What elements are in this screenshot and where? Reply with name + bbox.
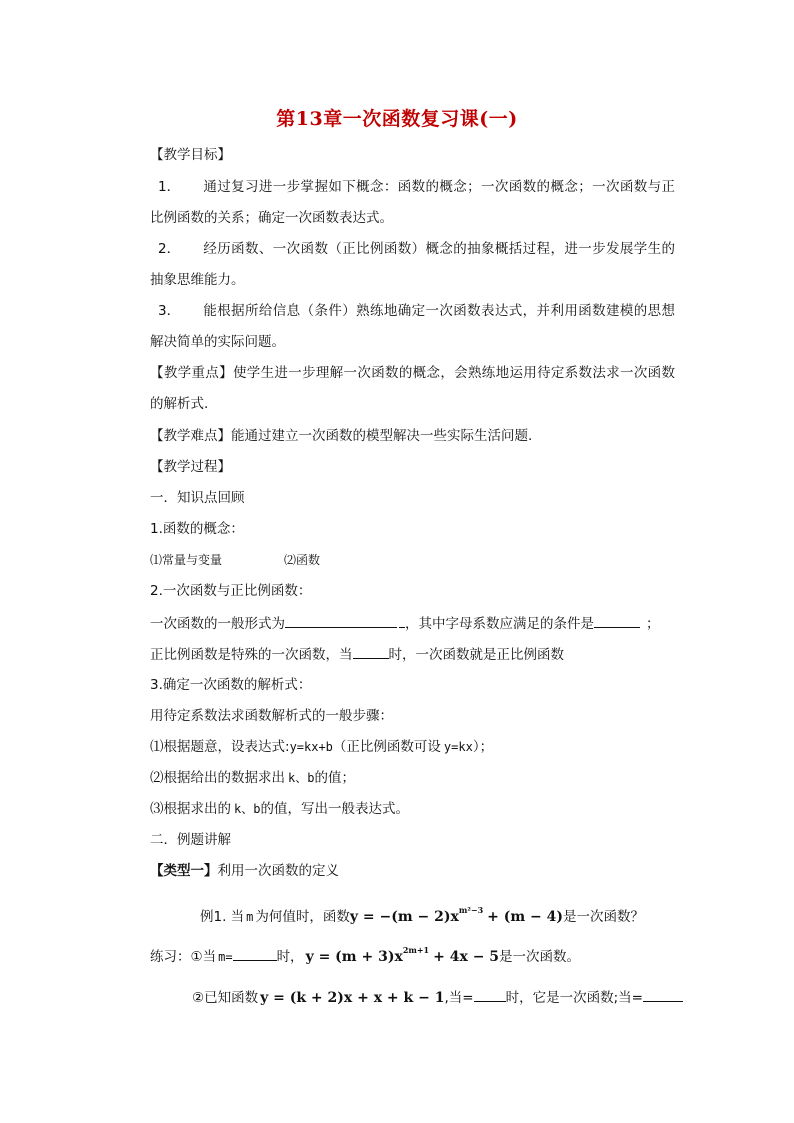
goal-number: 3． <box>158 303 181 319</box>
fill-blank-general-form[interactable] <box>285 613 397 628</box>
difficulty-label: 【教学难点】 <box>150 428 231 444</box>
text-segment: ②已知函数 <box>192 990 259 1006</box>
section-1-heading: 一．知识点回顾 <box>150 490 245 506</box>
type-1-label: 【类型一】 <box>150 863 218 879</box>
text-segment: 时，它是一次函数;当= <box>505 990 643 1006</box>
example-1 <box>200 901 644 926</box>
text-segment: ； <box>646 616 660 632</box>
formula-text: y=kx+b <box>289 740 333 754</box>
text-segment: 一次函数的一般形式为 <box>150 616 285 632</box>
goal-text: 通过复习进一步掌握如下概念：函数的概念；一次函数的概念；一次函数与正比例函数的关系；确定一次函数表达式。 <box>150 179 675 226</box>
formula-text: y = −(m − 2)x <box>349 909 459 925</box>
text-segment: 正比例函数是特殊的一次函数，当 <box>150 647 353 663</box>
text-segment: 为何值时，函数 <box>255 909 350 925</box>
item-2-line-2 <box>150 644 564 664</box>
step-2 <box>150 769 355 787</box>
text-segment: ,当= <box>444 990 474 1006</box>
text-segment: 是一次函数？ <box>563 909 645 925</box>
goal-item-3 <box>150 296 675 358</box>
text-segment: 时， <box>276 949 304 965</box>
type-1-text: 利用一次函数的定义 <box>217 863 339 879</box>
goal-text: 能根据所给信息（条件）熟练地确定一次函数表达式，并利用函数建模的思想解决简单的实际问题。 <box>150 303 675 350</box>
subitem-function: ⑵函数 <box>284 553 321 567</box>
goal-number: 2． <box>158 241 181 257</box>
difficulty <box>150 427 532 445</box>
text-segment: 练习：①当 <box>150 949 217 965</box>
text-segment: 例1. 当 <box>200 909 245 925</box>
text-segment: 时，一次函数就是正比例函数 <box>388 647 564 663</box>
process-heading: 【教学过程】 <box>150 459 231 475</box>
key-point-text: 使学生进一步理解一次函数的概念，会熟练地运用待定系数法求一次函数的解析式. <box>150 365 676 412</box>
text-segment: ⑶根据求出的 <box>150 801 231 817</box>
fill-blank-condition[interactable] <box>594 613 640 628</box>
text-segment: ，其中字母系数应满足的条件是 <box>405 616 594 632</box>
practice-2 <box>192 987 683 1007</box>
goal-item-1 <box>150 172 675 234</box>
text-segment: 的值； <box>314 770 355 786</box>
item-2-line-1 <box>150 613 660 633</box>
text-segment: ⑵根据给出的数据求出 <box>150 770 285 786</box>
formula-exponent: m²−3 <box>458 905 484 915</box>
item-2: 2.一次函数与正比例函数： <box>150 583 312 599</box>
formula-text: y = (k + 2)x + x + k − 1 <box>260 990 445 1006</box>
key-point <box>150 358 675 420</box>
formula-text: + 4x − 5 <box>433 949 500 965</box>
subitem-constant-variable: ⑴常量与变量 <box>150 553 223 567</box>
difficulty-text: 能通过建立一次函数的模型解决一些实际生活问题. <box>231 428 533 444</box>
formula-text: k、b <box>234 802 261 816</box>
goal-item-2 <box>150 234 675 296</box>
formula-text: + (m − 4) <box>487 909 564 925</box>
fill-blank-k-value-1[interactable] <box>474 987 506 1002</box>
formula-text: y=kx <box>443 740 473 754</box>
practice-1 <box>150 941 580 966</box>
text-segment: ⑴根据题意，设表达式: <box>150 739 290 755</box>
fill-blank-k-value-2[interactable] <box>643 987 683 1002</box>
formula-text: k、b <box>288 771 315 785</box>
text-segment: 的值，写出一般表达式。 <box>260 801 409 817</box>
goal-number: 1． <box>158 179 181 195</box>
goals-heading: 【教学目标】 <box>150 147 231 163</box>
step-1 <box>150 738 493 756</box>
text-segment: ）； <box>472 739 494 755</box>
item-1: 1.函数的概念： <box>150 521 244 537</box>
steps-intro: 用待定系数法求函数解析式的一般步骤： <box>150 708 393 724</box>
key-point-label: 【教学重点】 <box>150 365 233 381</box>
formula-text: m <box>246 910 254 924</box>
goal-text: 经历函数、一次函数（正比例函数）概念的抽象概括过程，进一步发展学生的抽象思维能力。 <box>150 241 675 288</box>
formula-text: m= <box>218 950 233 964</box>
document-title: 第13章一次函数复习课(一) <box>276 108 518 130</box>
text-segment: 是一次函数。 <box>499 949 581 965</box>
text-segment: （正比例函数可设 <box>332 739 441 755</box>
fill-blank-proportional[interactable] <box>353 644 389 659</box>
formula-exponent: 2m+1 <box>402 945 430 955</box>
fill-blank-m-value[interactable] <box>233 946 277 961</box>
section-2-heading: 二．例题讲解 <box>150 832 231 848</box>
formula-text: y = (m + 3)x <box>305 949 403 965</box>
item-1-subitems <box>150 551 320 569</box>
type-1-heading <box>150 862 339 880</box>
step-3 <box>150 800 409 818</box>
item-3: 3.确定一次函数的解析式： <box>150 677 312 693</box>
